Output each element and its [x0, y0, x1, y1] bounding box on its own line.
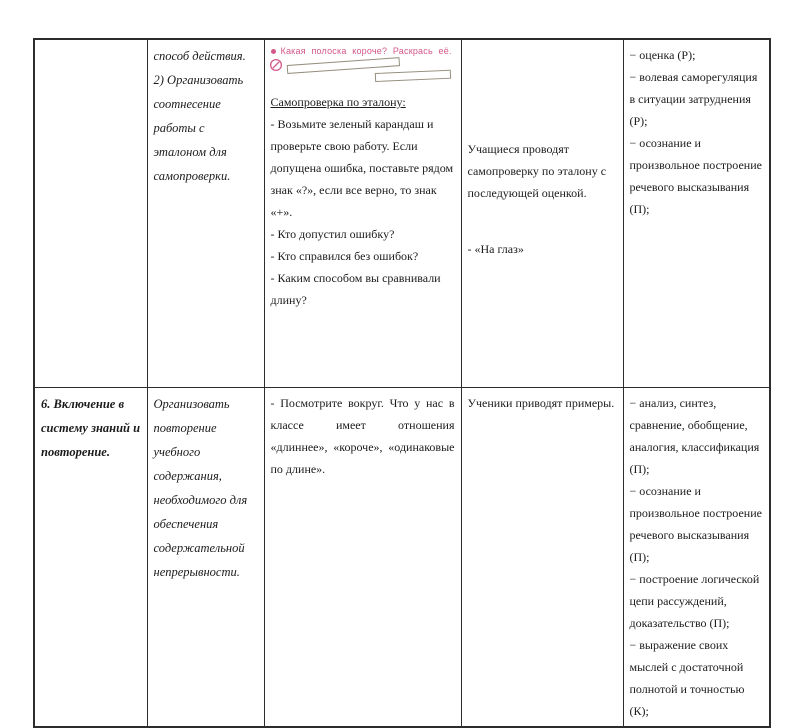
selfcheck-heading: Самопроверка по эталону: [270, 95, 406, 109]
paragraph: Организовать повторение учебного содержания, необходимого для обеспечения содержательной непрерывности. [153, 397, 248, 579]
paragraph: способ действия. [153, 49, 246, 63]
paragraph: - Возьмите зеленый карандаш и проверьте свою работу. Если допущена ошибка, поставьте рядом знак «?», если все верно, то знак «+». [270, 117, 454, 219]
paragraph: - Кто справился без ошибок? [270, 249, 419, 263]
students-activity-cell [461, 388, 623, 728]
students-paragraph: Ученики приводят примеры. [467, 396, 615, 410]
uud-list [630, 392, 764, 722]
students-paragraph: - «На глаз» [467, 242, 524, 256]
paragraph: − оценка (Р); [629, 48, 696, 62]
caption-bullet-icon [271, 49, 276, 54]
stage-paragraphs [41, 392, 141, 464]
stage-cell [34, 39, 147, 388]
pencil-circle-icon [269, 58, 283, 72]
uud-cell [623, 388, 770, 728]
paragraph: 2) Организовать соотнесение работы с эталоном для самопроверки. [153, 73, 244, 183]
objectives-cell [147, 388, 264, 728]
exercise-caption-text: Какая полоска короче? Раскрась её. [280, 46, 452, 56]
paragraph: − осознание и произвольное построение речевого высказывания (П); [629, 136, 762, 216]
paper-strip-long [286, 57, 399, 74]
table-row [34, 388, 770, 728]
lesson-plan-table [33, 38, 771, 728]
lesson-plan-grid [33, 38, 771, 728]
exercise-picture [271, 45, 455, 91]
paragraph: - Кто допустил ошибку? [270, 227, 395, 241]
objectives-cell [147, 39, 264, 388]
table-row [34, 39, 770, 388]
stage-cell [34, 388, 147, 728]
paragraph: − осознание и произвольное построение речевого высказывания (П); [629, 484, 762, 564]
paper-strip-short [374, 70, 450, 82]
students-paragraph: Учащиеся проводят самопроверку по эталону с последующей оценкой. [467, 142, 607, 200]
teacher-activity-cell [264, 39, 461, 388]
paragraph: − волевая саморегуляция в ситуации затруднения (Р); [629, 70, 758, 128]
exercise-caption [271, 45, 455, 57]
uud-cell [623, 39, 770, 388]
teacher-activity-cell [264, 388, 461, 728]
paragraph: - Посмотрите вокруг. Что у нас в классе имеет отношения «длиннее», «короче», «одинаковые по длине». [270, 396, 455, 476]
paragraph: − построение логической цепи рассуждений, доказательство (П); [629, 572, 760, 630]
paragraph: - Каким способом вы сравнивали длину? [270, 271, 441, 307]
paragraph: − выражение своих мыслей с достаточной полнотой и точностью (К); [629, 638, 745, 718]
teacher-paragraphs [271, 392, 455, 480]
uud-list [630, 44, 764, 220]
objectives-paragraphs [154, 392, 258, 584]
paragraph: 6. Включение в систему знаний и повторение. [41, 397, 141, 459]
paragraph: − анализ, синтез, сравнение, обобщение, аналогия, классификация (П); [629, 396, 760, 476]
students-activity-cell [461, 39, 623, 388]
teacher-paragraphs [271, 113, 455, 311]
objectives-paragraphs [154, 44, 258, 188]
